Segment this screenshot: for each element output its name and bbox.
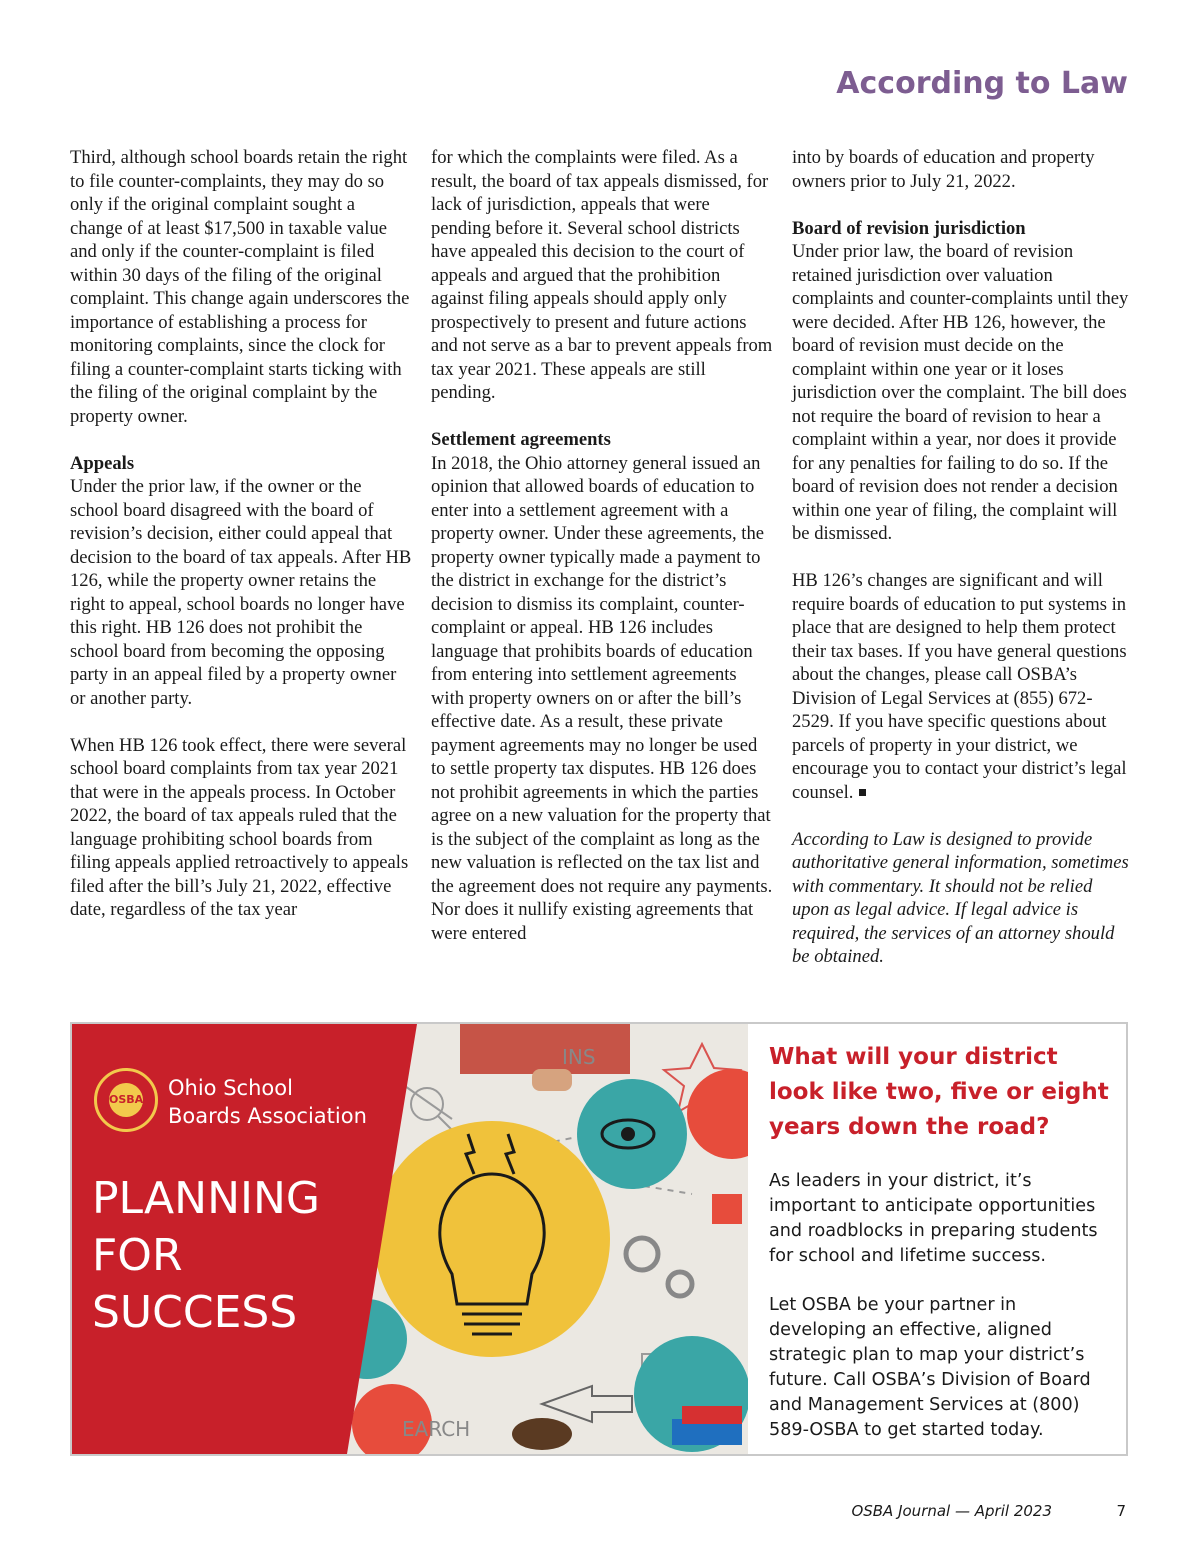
ad-headline: What will your district look like two, five or eight years down the road? [769, 1044, 1109, 1140]
paragraph: Under prior law, the board of revision retained jurisdiction over valuation complaints and counter-complaints until they were decided. After HB 126, however, the board of revision must decide on the complaint within one year or it loses jurisdiction over the complaint. The bill does not require the board of revision to hear a complaint within a year, nor does it provide for any penalties for failing to do so. If the board of revision does not render a decision within one year of filing, the complaint will be dismissed. [792, 241, 1129, 544]
paragraph: for which the complaints were filed. As a result, the board of tax appeals dismissed, for lack of jurisdiction, appeals that were pending before it. Several school districts have appealed this decision to the court of appeals and argued that the prohibition against filing appeals should apply only prospectively to present and future actions and not serve as a bar to prevent appeals from tax year 2021. These appeals are still pending. [431, 147, 773, 403]
subheading-board-of-revision: Board of revision jurisdiction [792, 217, 1026, 239]
planning-line3: SUCCESS [92, 1287, 298, 1338]
closing-text: HB 126’s changes are significant and will require boards of education to put systems in place that are designed to help them protect their tax bases. If you have general questions about the changes, please call OSBA’s Division of Legal Services at (855) 672-2529. If you have specific questions about parcels of property in your district, we encourage you to contact your district’s legal counsel. [792, 570, 1127, 803]
ad-text-panel [769, 1040, 1119, 1456]
page-number: 7 [1116, 1502, 1126, 1520]
photo-word-bottom: EARCH [402, 1417, 471, 1441]
org-name-line1: Ohio School [168, 1076, 293, 1100]
subheading-settlement-agreements: Settlement agreements [431, 429, 611, 450]
article-column-3 [792, 146, 1132, 992]
paragraph: Under the prior law, if the owner or the school board disagreed with the board of revision’s decision, either could appeal that decision to the board of tax appeals. After HB 126, while the property owner retains the right to appeal, school boards no longer have this right. HB 126 does not prohibit the school board from becoming the opposing party in an appeal filed by a property owner or another party. [70, 476, 412, 709]
paragraph: When HB 126 took effect, there were several school board complaints from tax year 2021 that were in the appeals process. In October 2022, the board of tax appeals ruled that the language prohibiting school boards from filing appeals applied retroactively to appeals filed after the bill’s July 21, 2022, effective date, regardless of the tax year [70, 734, 409, 920]
photo-word-top: INS [562, 1045, 596, 1069]
journal-name: OSBA Journal — April 2023 [851, 1502, 1052, 1520]
osba-logo-text: OSBA [109, 1083, 143, 1117]
paragraph: Third, although school boards retain the right to file counter-complaints, they may do so only if the original complaint sought a change of at least $17,500 in taxable value and only if the counter-complaint is filed within 30 days of the filing of the original complaint. This change again underscores the importance of establishing a process for monitoring complaints, since the clock for filing a counter-complaint starts ticking with the filing of the original complaint by the property owner. [70, 147, 410, 427]
paragraph: into by boards of education and property owners prior to July 21, 2022. [792, 147, 1095, 192]
planning-line1: PLANNING [92, 1173, 320, 1224]
ad-body-2: Let OSBA be your partner in developing an effective, aligned strategic plan to map your district’s future. Call OSBA’s Division of Board and Management Services at (800) 589-OSBA to get started today. [769, 1295, 1091, 1440]
ad-body-1: As leaders in your district, it’s important to anticipate opportunities and roadblocks in preparing students for school and lifetime success. [769, 1171, 1098, 1266]
article-column-1 [70, 146, 412, 945]
org-name [168, 1074, 388, 1130]
section-title: According to Law [836, 66, 1128, 101]
planning-for-success-title [92, 1170, 372, 1341]
paragraph: In 2018, the Ohio attorney general issued an opinion that allowed boards of education to enter into a settlement agreement with a property owner. Under these agreements, the property owner typically made a payment to the district in exchange for the district’s decision to dismiss its complaint, counter-complaint or appeal. HB 126 includes language that prohibits boards of education from entering into settlement agreements with property owners on or after the bill’s effective date. As a result, these private payment agreements may no longer be used to settle property tax disputes. HB 126 does not prohibit agreements in which the parties agree on a new valuation for the property that is the subject of the complaint as long as the new valuation is reflected on the tax list and the agreement does not require any payments. Nor does it nullify existing agreements that were entered [431, 452, 773, 944]
article-column-2 [431, 146, 773, 969]
paragraph-closing [792, 569, 1132, 804]
end-mark-icon [859, 789, 866, 796]
osba-advertisement [70, 1022, 1128, 1456]
planning-line2: FOR [92, 1230, 183, 1281]
subheading-appeals: Appeals [70, 452, 135, 474]
org-name-line2: Boards Association [168, 1104, 367, 1128]
disclaimer: According to Law is designed to provide authoritative general information, sometimes with commentary. It should not be relied upon as legal advice. If legal advice is required, the services of an attorney should be obtained. [792, 828, 1129, 967]
osba-logo [94, 1068, 158, 1132]
